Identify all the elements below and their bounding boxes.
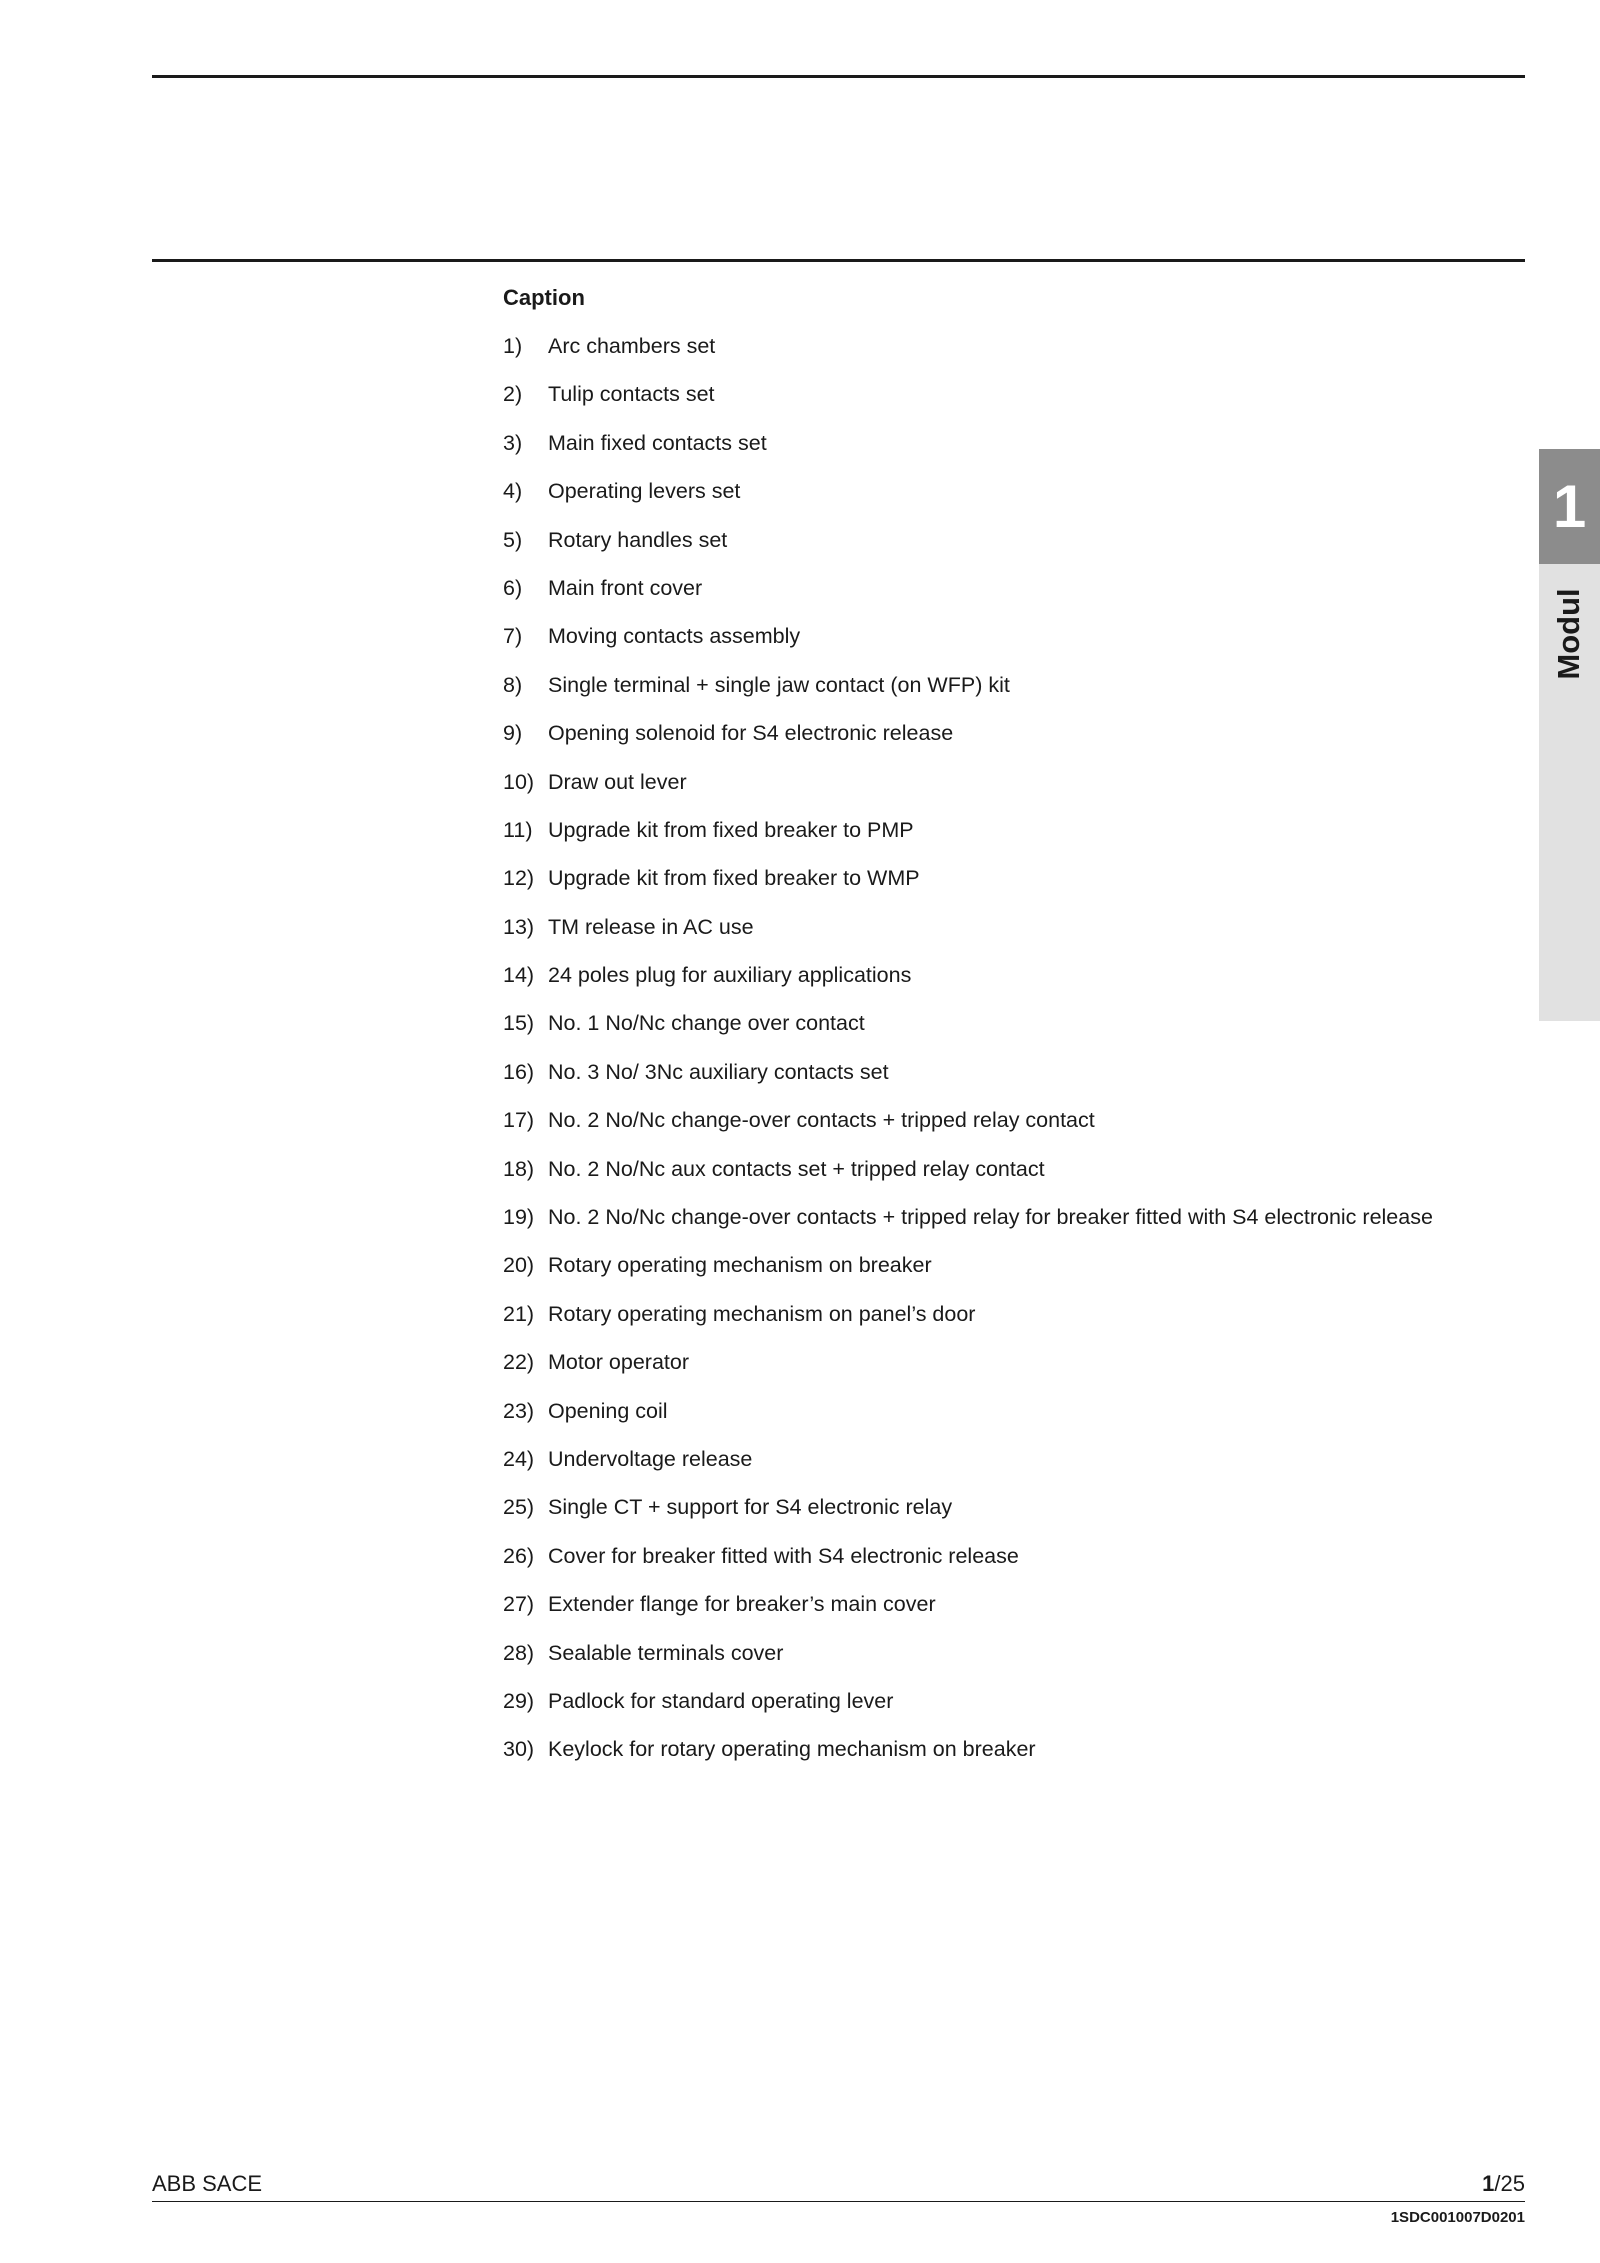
caption-item [503,1250,1523,1298]
caption-block [503,283,1523,1783]
caption-item-text: Upgrade kit from fixed breaker to PMP [548,817,914,842]
caption-list [503,331,1523,1783]
caption-item-number: 2) [503,382,523,407]
caption-item-number: 22) [503,1350,535,1375]
caption-item [503,379,1523,427]
document-code: 1SDC001007D0201 [1390,2209,1525,2226]
caption-item [503,428,1523,476]
caption-item-text: Extender flange for breaker’s main cover [548,1592,936,1617]
caption-item [503,1154,1523,1202]
caption-item [503,863,1523,911]
caption-item-number: 20) [503,1253,535,1278]
caption-item-text: Padlock for standard operating lever [548,1688,894,1713]
caption-item [503,1202,1523,1250]
caption-item [503,1734,1523,1782]
caption-item [503,718,1523,766]
caption-item [503,1008,1523,1056]
header-rule-top [152,75,1525,78]
caption-item-text: Single terminal + single jaw contact (on WFP) kit [548,672,1010,697]
caption-item-number: 30) [503,1737,535,1762]
caption-item-number: 28) [503,1640,535,1665]
caption-item-number: 13) [503,914,535,939]
chapter-side-tab[interactable] [1539,449,1600,1021]
footer-rule [152,2201,1525,2202]
caption-item-number: 27) [503,1592,535,1617]
caption-item-text: No. 3 No/ 3Nc auxiliary contacts set [548,1059,889,1084]
caption-item-text: Rotary operating mechanism on panel’s door [548,1301,976,1326]
caption-item-text: Arc chambers set [548,334,716,358]
header-rule-bottom [152,259,1525,262]
caption-item [503,621,1523,669]
caption-item-text: Draw out lever [548,769,687,794]
caption-item-text: Keylock for rotary operating mechanism on breaker [548,1737,1036,1762]
caption-item-text: Operating levers set [548,479,741,504]
caption-item-text: No. 2 No/Nc change-over contacts + tripped relay contact [548,1108,1095,1133]
caption-item [503,1541,1523,1589]
caption-item-text: Rotary handles set [548,527,728,552]
caption-item-text: Main front cover [548,575,703,600]
caption-item [503,1347,1523,1395]
caption-item-text: Upgrade kit from fixed breaker to WMP [548,866,920,891]
caption-item [503,573,1523,621]
caption-item-number: 8) [503,672,523,697]
caption-item-number: 21) [503,1301,535,1326]
caption-item-number: 17) [503,1108,535,1133]
caption-item-text: Cover for breaker fitted with S4 electronic release [548,1543,1019,1568]
caption-item-text: Moving contacts assembly [548,624,801,649]
caption-item-text: No. 2 No/Nc change-over contacts + tripped relay for breaker fitted with S4 electronic release [548,1205,1433,1230]
footer-company: ABB SACE [152,2171,263,2196]
chapter-number: 1 [1552,473,1587,540]
caption-item [503,1638,1523,1686]
caption-item-number: 6) [503,575,523,600]
caption-item-number: 3) [503,430,523,455]
caption-item [503,1444,1523,1492]
caption-item [503,331,1523,379]
caption-item-text: Rotary operating mechanism on breaker [548,1253,932,1278]
caption-item-number: 7) [503,624,523,649]
caption-item-number: 10) [503,769,535,794]
caption-item [503,815,1523,863]
caption-item-number: 24) [503,1446,535,1471]
caption-item-text: Motor operator [548,1350,690,1375]
caption-item-text: Single CT + support for S4 electronic relay [548,1495,953,1520]
caption-item [503,476,1523,524]
caption-item [503,1299,1523,1347]
caption-item-number: 9) [503,721,523,746]
caption-item-text: Sealable terminals cover [548,1640,784,1665]
caption-item-number: 4) [503,479,523,504]
caption-item-text: No. 2 No/Nc aux contacts set + tripped relay contact [548,1156,1045,1181]
chapter-label: Modul [1551,588,1586,680]
caption-title: Caption [503,285,585,310]
caption-item [503,1589,1523,1637]
caption-item [503,670,1523,718]
caption-item-number: 19) [503,1205,535,1230]
caption-item-text: No. 1 No/Nc change over contact [548,1011,865,1036]
caption-item-text: Tulip contacts set [548,382,715,407]
caption-item-number: 26) [503,1543,535,1568]
caption-item [503,1492,1523,1540]
caption-item-number: 1) [503,334,523,358]
caption-item-text: Opening coil [548,1398,668,1423]
caption-item-text: Undervoltage release [548,1446,753,1471]
caption-item-number: 15) [503,1011,535,1036]
caption-item [503,1396,1523,1444]
page-number-current: 1 [1482,2171,1495,2196]
caption-item-number: 5) [503,527,523,552]
caption-item-number: 16) [503,1059,535,1084]
caption-item [503,525,1523,573]
caption-item-text: Opening solenoid for S4 electronic release [548,721,954,746]
page-number-total: /25 [1494,2171,1525,2196]
caption-item-number: 14) [503,963,535,988]
caption-item [503,1057,1523,1105]
caption-item-number: 29) [503,1688,535,1713]
caption-item [503,960,1523,1008]
caption-item-number: 11) [503,817,533,842]
caption-item-number: 23) [503,1398,535,1423]
caption-item [503,767,1523,815]
chapter-number-box [1539,449,1600,564]
caption-item-text: 24 poles plug for auxiliary applications [548,963,912,988]
caption-item [503,912,1523,960]
caption-item-number: 12) [503,866,535,891]
caption-item-number: 18) [503,1156,535,1181]
caption-item-number: 25) [503,1495,535,1520]
caption-item-text: TM release in AC use [548,914,754,939]
caption-item-text: Main fixed contacts set [548,430,767,455]
caption-item [503,1686,1523,1734]
caption-item [503,1105,1523,1153]
footer-page-number [1482,2171,1525,2197]
